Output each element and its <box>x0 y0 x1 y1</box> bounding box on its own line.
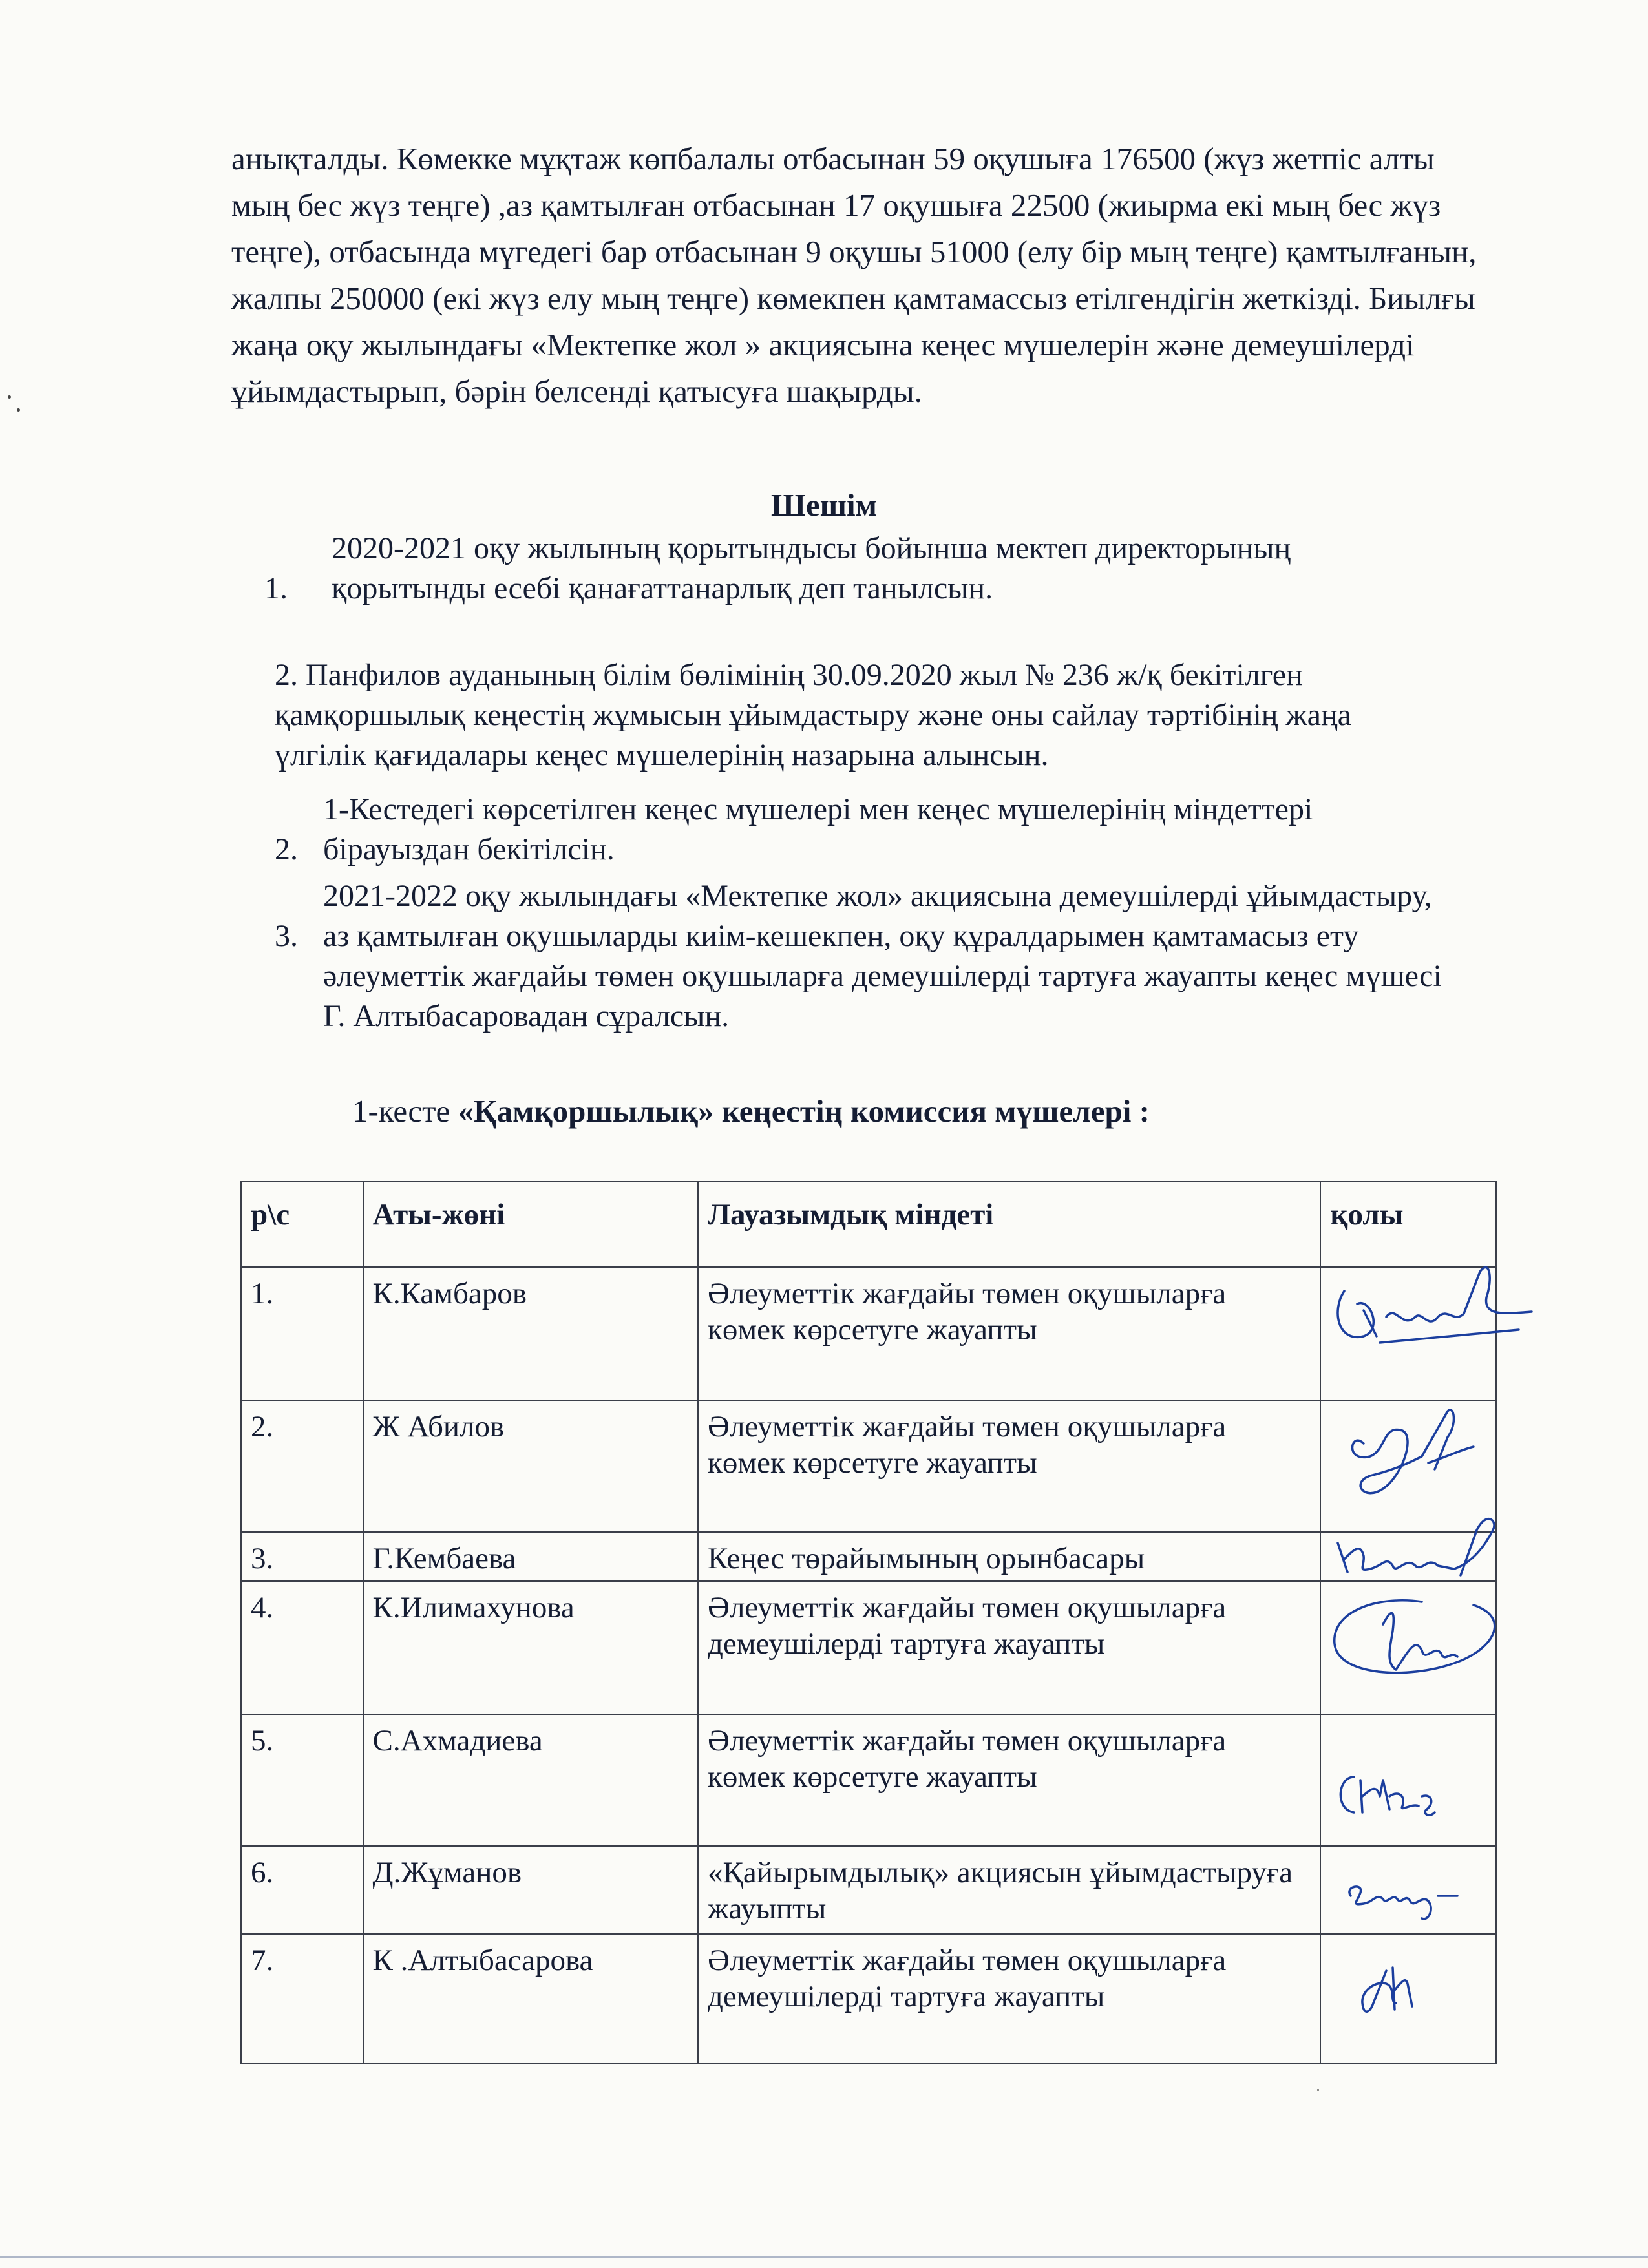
signature-cell <box>1320 1846 1496 1934</box>
signature-mark <box>1325 1919 1538 2048</box>
signature-cell <box>1320 1267 1496 1400</box>
table-caption-prefix: 1-кесте <box>352 1093 458 1129</box>
row-role: Әлеуметтік жағдайы төмен оқушыларға көмек көрсетуге жауапты <box>698 1714 1320 1846</box>
row-name: Ж Абилов <box>363 1400 698 1532</box>
members-table <box>240 1181 1497 2064</box>
decision-title: Шешім <box>771 487 877 523</box>
signature-mark <box>1325 1385 1538 1515</box>
header-number: р\с <box>241 1182 363 1267</box>
signature-cell <box>1320 1934 1496 2063</box>
decision-number-1: 1. <box>264 571 288 605</box>
table-row <box>241 1267 1496 1400</box>
row-number: 1. <box>241 1267 363 1400</box>
row-name: Д.Жұманов <box>363 1846 698 1934</box>
row-role: Әлеуметтік жағдайы төмен оқушыларға көмек көрсетуге жауапты <box>698 1400 1320 1532</box>
table-row <box>241 1400 1496 1532</box>
row-number: 2. <box>241 1400 363 1532</box>
signature-cell <box>1320 1714 1496 1846</box>
row-role: Әлеуметтік жағдайы төмен оқушыларға демеушілерді тартуға жауапты <box>698 1581 1320 1714</box>
scan-speck <box>17 408 20 412</box>
row-number: 6. <box>241 1846 363 1934</box>
intro-paragraph: анықталды. Көмекке мұқтаж көпбалалы отбасынан 59 оқушыға 176500 (жүз жетпіс алты мың бес жүз теңге) ,аз қамтылған отбасынан 17 оқушыға 22500 (жиырма екі мың бес жүз теңге), отбасында мүгедегі бар отбасынан 9 оқушы 51000 (елу бір мың теңге) қамтылғанын, жалпы 250000 (екі жүз елу мың теңге) көмекпен қамтамассыз етілгендігін жеткізді. Биылғы жаңа оқу жылындағы «Мектепке жол » акциясына кеңес мүшелерін және демеушілерді ұйымдастырып, бәрін белсенді қатысуға шақырды. <box>231 141 1477 409</box>
row-name: С.Ахмадиева <box>363 1714 698 1846</box>
table-row <box>241 1532 1496 1581</box>
signature-cell <box>1320 1400 1496 1532</box>
table-header-row <box>241 1182 1496 1267</box>
decision-text-3: 2021-2022 оқу жылындағы «Мектепке жол» акциясына демеушілерді ұйымдастыру, аз қамтылған оқушыларды киім-кешекпен, оқу құралдарымен қамтамасыз ету әлеуметтік жағдайы төмен оқушыларға демеушілерді тартуға жауапты кеңес мүшесі Г. Алтыбасаровадан сұралсын. <box>323 879 1442 1033</box>
table-row <box>241 1581 1496 1714</box>
header-signature: қолы <box>1320 1182 1496 1267</box>
header-name: Аты-жөні <box>363 1182 698 1267</box>
signature-mark <box>1325 1566 1538 1696</box>
row-number: 4. <box>241 1581 363 1714</box>
decision-number-2b: 2. <box>275 832 298 866</box>
decision-text-1: 2020-2021 оқу жылының қорытындысы бойынша мектеп директорының қорытынды есебі қанағаттанарлық деп танылсын. <box>332 531 1291 605</box>
signature-mark <box>1325 1699 1538 1829</box>
table-row <box>241 1934 1496 2063</box>
row-number: 3. <box>241 1532 363 1581</box>
row-name: Г.Кембаева <box>363 1532 698 1581</box>
decision-text-2b: 1-Кестедегі көрсетілген кеңес мүшелері мен кеңес мүшелерінің міндеттері бірауыздан бекітілсін. <box>323 792 1313 866</box>
decision-item-3 <box>275 876 1442 1033</box>
scan-speck <box>1317 2089 1319 2091</box>
row-role: Кеңес төрайымының орынбасары <box>698 1532 1320 1581</box>
decision-number-3: 3. <box>275 919 298 953</box>
row-name: К.Илимахунова <box>363 1581 698 1714</box>
header-role: Лауазымдық міндеті <box>698 1182 1320 1267</box>
decision-text-2a: 2. Панфилов ауданының білім бөлімінің 30.09.2020 жыл № 236 ж/қ бекітілген қамқоршылық кеңестің жұмысын ұйымдастыру және оны сайлау тәртібінің жаңа үлгілік қағидалары кеңес мүшелерінің назарына алынсын. <box>275 658 1351 772</box>
signature-cell <box>1320 1581 1496 1714</box>
row-number: 5. <box>241 1714 363 1846</box>
scan-speck <box>8 395 11 399</box>
signature-cell <box>1320 1532 1496 1581</box>
row-name: К.Камбаров <box>363 1267 698 1400</box>
table-caption-title: «Қамқоршылық» кеңестің комиссия мүшелері : <box>458 1093 1150 1129</box>
row-name: К .Алтыбасарова <box>363 1934 698 2063</box>
signature-mark <box>1325 1252 1538 1381</box>
row-role: «Қайырымдылық» акциясын ұйымдастыруға жауыпты <box>698 1846 1320 1934</box>
row-number: 7. <box>241 1934 363 2063</box>
table-caption <box>352 1092 1150 1131</box>
scan-bottom-edge <box>0 2256 1648 2258</box>
decision-item-2a <box>275 615 1438 775</box>
table-row <box>241 1846 1496 1934</box>
row-role: Әлеуметтік жағдайы төмен оқушыларға көмек көрсетуге жауапты <box>698 1267 1320 1400</box>
table-row <box>241 1714 1496 1846</box>
row-role: Әлеуметтік жағдайы төмен оқушыларға демеушілерді тартуға жауапты <box>698 1934 1320 2063</box>
